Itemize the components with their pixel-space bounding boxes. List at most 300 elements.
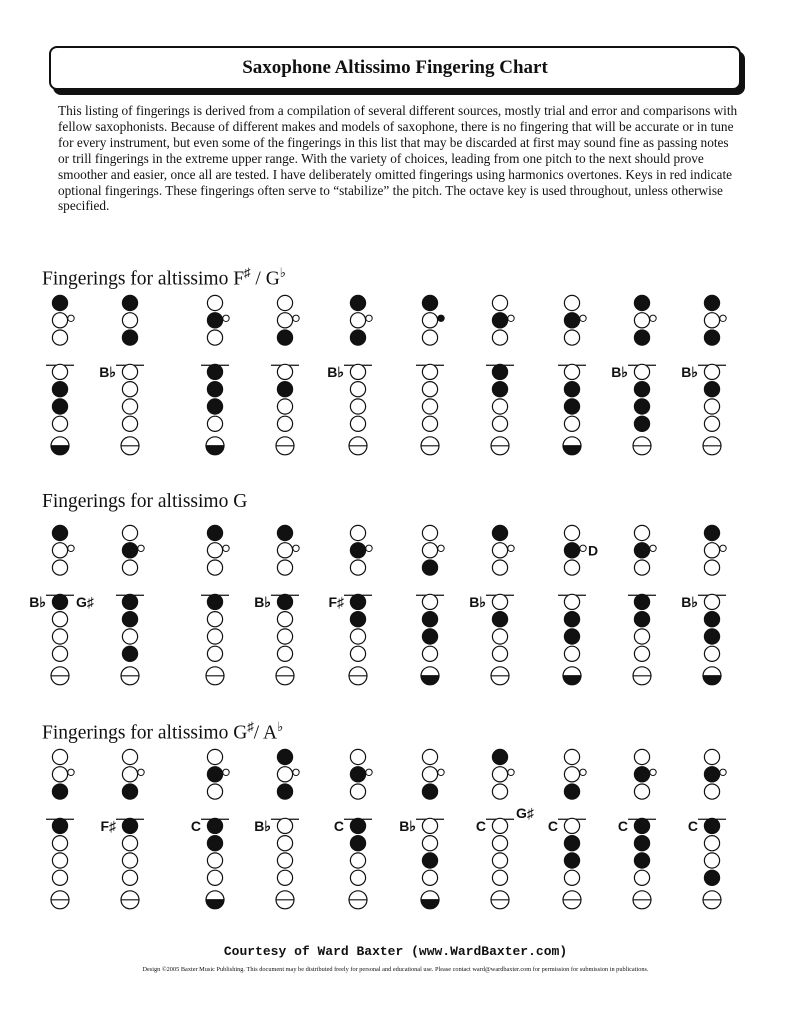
- thumb-key-upper: [563, 437, 581, 446]
- closed-key: [52, 594, 67, 609]
- thumb-key-half-closed: [206, 446, 224, 455]
- open-key: [634, 525, 649, 540]
- open-key: [492, 416, 507, 431]
- key-label-left: C: [190, 817, 201, 834]
- closed-key: [207, 364, 222, 379]
- closed-key: [350, 330, 365, 345]
- side-key: [580, 315, 586, 321]
- closed-key: [634, 612, 649, 627]
- open-key: [122, 364, 137, 379]
- open-key: [122, 836, 137, 851]
- closed-key: [564, 836, 579, 851]
- fingering-diagram: [99, 295, 144, 454]
- open-key: [704, 836, 719, 851]
- fingering-diagram: [191, 749, 229, 908]
- closed-key: [634, 382, 649, 397]
- open-key: [422, 767, 437, 782]
- open-key: [277, 870, 292, 885]
- side-key: [68, 315, 74, 321]
- side-key: [138, 769, 144, 775]
- key-label-left: C: [547, 817, 558, 834]
- thumb-key-upper: [421, 891, 439, 900]
- open-key: [277, 543, 292, 558]
- open-key: [52, 543, 67, 558]
- open-key: [492, 629, 507, 644]
- closed-key: [350, 594, 365, 609]
- open-key: [52, 560, 67, 575]
- closed-key: [277, 784, 292, 799]
- flat-sign: ♭: [279, 265, 286, 280]
- closed-key: [634, 818, 649, 833]
- open-key: [52, 364, 67, 379]
- closed-key: [704, 870, 719, 885]
- footer-copyright: Design ©2005 Baxter Music Publishing. This document may be distributed freely for personal and educational use. Please contact ward@wardbaxter.com for permission for submission in publications.: [142, 966, 649, 973]
- fingering-diagram: [681, 525, 726, 684]
- fingering-diagram: [254, 749, 299, 908]
- open-key: [704, 646, 719, 661]
- side-key: [293, 769, 299, 775]
- open-key: [422, 399, 437, 414]
- side-key: [366, 769, 372, 775]
- closed-key: [704, 629, 719, 644]
- open-key: [207, 629, 222, 644]
- open-key: [422, 416, 437, 431]
- side-key: [650, 315, 656, 321]
- open-key: [422, 543, 437, 558]
- page-title: Saxophone Altissimo Fingering Chart: [242, 57, 548, 78]
- closed-key: [564, 853, 579, 868]
- open-key: [492, 767, 507, 782]
- thumb-key-upper: [206, 891, 224, 900]
- fingering-diagram: [116, 525, 144, 684]
- open-key: [350, 784, 365, 799]
- fingering-diagram: [558, 525, 598, 684]
- open-key: [422, 364, 437, 379]
- closed-key: [122, 330, 137, 345]
- closed-key: [564, 629, 579, 644]
- key-label-left: B♭: [611, 363, 628, 380]
- closed-key: [207, 382, 222, 397]
- fingering-diagram: [46, 749, 74, 908]
- key-label-left: B♭: [29, 593, 46, 610]
- closed-key: [704, 767, 719, 782]
- key-label-left: B♭: [399, 817, 416, 834]
- closed-key: [492, 612, 507, 627]
- key-label-left: F♯: [100, 817, 116, 834]
- open-key: [564, 749, 579, 764]
- side-key: [138, 545, 144, 551]
- open-key: [52, 749, 67, 764]
- closed-key: [564, 784, 579, 799]
- side-key-closed: [438, 315, 444, 321]
- closed-key: [422, 295, 437, 310]
- closed-key: [634, 836, 649, 851]
- closed-key: [492, 525, 507, 540]
- closed-key: [350, 836, 365, 851]
- closed-key: [207, 525, 222, 540]
- open-key: [207, 784, 222, 799]
- open-key: [634, 629, 649, 644]
- section-title-slash: / G: [250, 268, 280, 290]
- open-key: [52, 646, 67, 661]
- open-key: [277, 629, 292, 644]
- sharp-sign: ♯: [247, 719, 254, 734]
- open-key: [704, 399, 719, 414]
- key-label-left: B♭: [469, 593, 486, 610]
- open-key: [422, 646, 437, 661]
- open-key: [634, 749, 649, 764]
- closed-key: [52, 818, 67, 833]
- closed-key: [122, 784, 137, 799]
- thumb-key-upper: [51, 437, 69, 446]
- closed-key: [422, 560, 437, 575]
- open-key: [704, 313, 719, 328]
- key-label-left: F♯: [328, 593, 344, 610]
- open-key: [422, 313, 437, 328]
- section-title-text: Fingerings for altissimo G: [42, 722, 248, 744]
- closed-key: [704, 818, 719, 833]
- open-key: [422, 525, 437, 540]
- sharp-sign: ♯: [244, 265, 251, 280]
- closed-key: [634, 853, 649, 868]
- fingering-diagram: [681, 295, 726, 454]
- side-key: [438, 769, 444, 775]
- open-key: [277, 364, 292, 379]
- side-key: [223, 769, 229, 775]
- open-key: [492, 594, 507, 609]
- closed-key: [52, 399, 67, 414]
- open-key: [277, 313, 292, 328]
- open-key: [207, 295, 222, 310]
- open-key: [492, 646, 507, 661]
- closed-key: [492, 364, 507, 379]
- open-key: [207, 853, 222, 868]
- fingering-diagram: [618, 749, 656, 908]
- open-key: [564, 767, 579, 782]
- open-key: [350, 749, 365, 764]
- key-label-right: D: [588, 542, 599, 559]
- open-key: [492, 543, 507, 558]
- open-key: [634, 870, 649, 885]
- open-key: [422, 382, 437, 397]
- key-label-right: G♯: [516, 804, 534, 821]
- closed-key: [704, 382, 719, 397]
- closed-key: [634, 543, 649, 558]
- closed-key: [564, 399, 579, 414]
- key-label-left: C: [617, 817, 628, 834]
- closed-key: [350, 295, 365, 310]
- open-key: [704, 594, 719, 609]
- open-key: [277, 646, 292, 661]
- fingering-diagram: [628, 525, 656, 684]
- open-key: [122, 382, 137, 397]
- thumb-key-upper: [206, 437, 224, 446]
- key-label-left: C: [333, 817, 344, 834]
- fingering-diagram: [476, 749, 535, 908]
- thumb-key-half-closed: [51, 446, 69, 455]
- open-key: [704, 784, 719, 799]
- open-key: [422, 330, 437, 345]
- closed-key: [564, 543, 579, 558]
- fingering-diagram: [558, 295, 586, 454]
- thumb-key-upper: [703, 667, 721, 676]
- closed-key: [634, 399, 649, 414]
- thumb-key-upper: [563, 667, 581, 676]
- fingering-diagram: [46, 295, 74, 454]
- side-key: [580, 545, 586, 551]
- open-key: [564, 646, 579, 661]
- key-label-left: C: [475, 817, 486, 834]
- intro-paragraph: This listing of fingerings is derived from a compilation of several different sources, mostly trial and error and comparisons with fellow saxophonists. Because of different makes and models of saxophone, there is no fingering that will be accurate or in tune for every instrument, but even some of the fingerings in this list that may be discarded at first may sound fine as passing notes or trill fingerings in the extreme upper range. With the variety of choices, leading from one pitch to the next should prove smoother and easier, once all are tested. I have deliberately omitted fingerings using harmonics overtones. Keys in red indicate optional fingerings. These fingerings often serve to “stabilize” the pitch. The octave key is used throughout, unless otherwise specified.: [58, 103, 738, 214]
- open-key: [52, 629, 67, 644]
- open-key: [350, 416, 365, 431]
- open-key: [122, 399, 137, 414]
- open-key: [207, 749, 222, 764]
- closed-key: [122, 818, 137, 833]
- open-key: [564, 525, 579, 540]
- closed-key: [207, 818, 222, 833]
- side-key: [293, 315, 299, 321]
- open-key: [704, 416, 719, 431]
- side-key: [650, 545, 656, 551]
- open-key: [122, 853, 137, 868]
- fingering-diagram: [201, 525, 229, 684]
- closed-key: [564, 612, 579, 627]
- open-key: [52, 612, 67, 627]
- closed-key: [277, 382, 292, 397]
- open-key: [207, 870, 222, 885]
- fingering-diagram: [328, 525, 372, 684]
- open-key: [564, 870, 579, 885]
- open-key: [277, 399, 292, 414]
- side-key: [366, 545, 372, 551]
- fingering-diagram: [254, 525, 299, 684]
- fingering-diagram: [271, 295, 299, 454]
- closed-key: [422, 784, 437, 799]
- open-key: [492, 560, 507, 575]
- open-key: [277, 560, 292, 575]
- open-key: [422, 836, 437, 851]
- open-key: [52, 767, 67, 782]
- open-key: [207, 646, 222, 661]
- fingering-diagram: [201, 295, 229, 454]
- fingering-diagram: [548, 749, 586, 908]
- closed-key: [634, 594, 649, 609]
- fingering-diagram: [486, 295, 514, 454]
- open-key: [422, 870, 437, 885]
- closed-key: [492, 382, 507, 397]
- closed-key: [704, 612, 719, 627]
- open-key: [492, 818, 507, 833]
- side-key: [366, 315, 372, 321]
- closed-key: [207, 399, 222, 414]
- closed-key: [422, 612, 437, 627]
- open-key: [492, 784, 507, 799]
- open-key: [122, 629, 137, 644]
- courtesy-line: Courtesy of Ward Baxter (www.WardBaxter.com): [223, 944, 568, 959]
- closed-key: [704, 330, 719, 345]
- open-key: [277, 836, 292, 851]
- closed-key: [207, 767, 222, 782]
- open-key: [564, 416, 579, 431]
- side-key: [650, 769, 656, 775]
- side-key: [580, 769, 586, 775]
- open-key: [52, 330, 67, 345]
- thumb-key-upper: [421, 667, 439, 676]
- closed-key: [52, 295, 67, 310]
- open-key: [422, 818, 437, 833]
- closed-key: [207, 836, 222, 851]
- open-key: [277, 767, 292, 782]
- closed-key: [207, 594, 222, 609]
- closed-key: [422, 853, 437, 868]
- open-key: [492, 399, 507, 414]
- open-key: [350, 853, 365, 868]
- open-key: [564, 364, 579, 379]
- fingering-diagram: [29, 525, 95, 684]
- key-label-left: B♭: [327, 363, 344, 380]
- open-key: [492, 853, 507, 868]
- closed-key: [122, 646, 137, 661]
- side-key: [293, 545, 299, 551]
- open-key: [277, 416, 292, 431]
- open-key: [207, 330, 222, 345]
- thumb-key-half-closed: [421, 900, 439, 909]
- open-key: [122, 416, 137, 431]
- open-key: [564, 330, 579, 345]
- open-key: [422, 749, 437, 764]
- open-key: [350, 560, 365, 575]
- closed-key: [492, 313, 507, 328]
- open-key: [122, 525, 137, 540]
- closed-key: [634, 295, 649, 310]
- closed-key: [350, 612, 365, 627]
- open-key: [350, 870, 365, 885]
- closed-key: [492, 749, 507, 764]
- closed-key: [52, 784, 67, 799]
- side-key: [720, 315, 726, 321]
- thumb-key-half-closed: [703, 676, 721, 685]
- closed-key: [122, 594, 137, 609]
- open-key: [704, 853, 719, 868]
- open-key: [634, 560, 649, 575]
- open-key: [52, 853, 67, 868]
- open-key: [704, 543, 719, 558]
- closed-key: [350, 767, 365, 782]
- open-key: [704, 364, 719, 379]
- thumb-key-half-closed: [421, 676, 439, 685]
- closed-key: [564, 382, 579, 397]
- closed-key: [704, 525, 719, 540]
- thumb-key-half-closed: [563, 446, 581, 455]
- key-label-left: C: [687, 817, 698, 834]
- open-key: [564, 818, 579, 833]
- open-key: [122, 870, 137, 885]
- open-key: [492, 870, 507, 885]
- closed-key: [122, 543, 137, 558]
- open-key: [350, 313, 365, 328]
- closed-key: [704, 295, 719, 310]
- open-key: [350, 399, 365, 414]
- closed-key: [277, 525, 292, 540]
- open-key: [277, 818, 292, 833]
- section-title-text: Fingerings for altissimo G: [42, 491, 248, 512]
- fingering-diagram: [611, 295, 656, 454]
- closed-key: [277, 749, 292, 764]
- closed-key: [350, 543, 365, 558]
- open-key: [350, 364, 365, 379]
- closed-key: [122, 295, 137, 310]
- key-label-left: B♭: [681, 363, 698, 380]
- side-key: [223, 545, 229, 551]
- open-key: [704, 560, 719, 575]
- open-key: [277, 853, 292, 868]
- fingering-diagram: [416, 525, 444, 684]
- open-key: [634, 364, 649, 379]
- fingering-diagram: [688, 749, 726, 908]
- open-key: [277, 612, 292, 627]
- key-label-left: B♭: [254, 593, 271, 610]
- fingering-diagram: [416, 295, 444, 454]
- open-key: [350, 382, 365, 397]
- open-key: [564, 295, 579, 310]
- closed-key: [52, 382, 67, 397]
- open-key: [350, 629, 365, 644]
- fingering-diagram: [469, 525, 514, 684]
- side-key: [68, 769, 74, 775]
- open-key: [207, 416, 222, 431]
- thumb-key-half-closed: [563, 676, 581, 685]
- fingering-diagram: [327, 295, 372, 454]
- side-key: [508, 315, 514, 321]
- closed-key: [52, 525, 67, 540]
- side-key: [720, 769, 726, 775]
- flat-sign: ♭: [277, 719, 284, 734]
- key-label-right: G♯: [76, 593, 94, 610]
- open-key: [207, 612, 222, 627]
- open-key: [52, 836, 67, 851]
- open-key: [122, 749, 137, 764]
- open-key: [564, 594, 579, 609]
- open-key: [422, 594, 437, 609]
- fingering-diagram: [100, 749, 144, 908]
- open-key: [634, 646, 649, 661]
- side-key: [720, 545, 726, 551]
- fingering-diagram: [334, 749, 372, 908]
- open-key: [634, 784, 649, 799]
- open-key: [52, 870, 67, 885]
- open-key: [122, 313, 137, 328]
- closed-key: [564, 313, 579, 328]
- open-key: [207, 560, 222, 575]
- closed-key: [122, 612, 137, 627]
- open-key: [350, 646, 365, 661]
- open-key: [122, 560, 137, 575]
- open-key: [634, 313, 649, 328]
- side-key: [508, 545, 514, 551]
- closed-key: [277, 330, 292, 345]
- open-key: [492, 295, 507, 310]
- key-label-left: B♭: [99, 363, 116, 380]
- closed-key: [350, 818, 365, 833]
- side-key: [508, 769, 514, 775]
- open-key: [492, 330, 507, 345]
- open-key: [207, 543, 222, 558]
- open-key: [350, 525, 365, 540]
- key-label-left: B♭: [254, 817, 271, 834]
- open-key: [52, 416, 67, 431]
- side-key: [68, 545, 74, 551]
